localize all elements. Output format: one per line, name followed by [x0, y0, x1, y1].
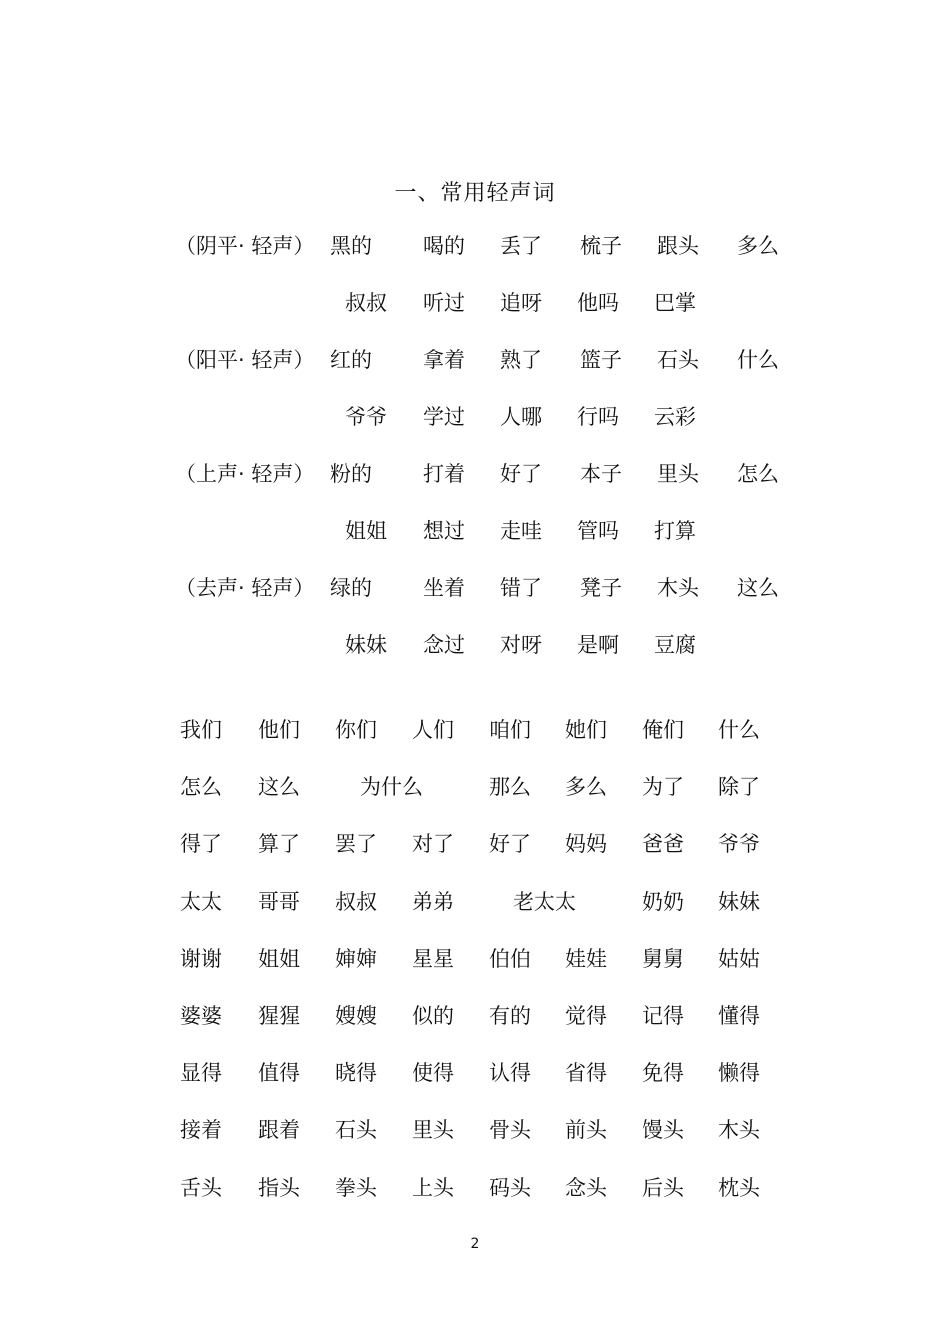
tone-word: 里头	[657, 462, 699, 486]
tone-group-label: （阴平· 轻声）	[175, 234, 315, 258]
neutral-tone-word: 妹妹	[718, 890, 760, 914]
tone-word: 追呀	[500, 291, 542, 315]
tone-word: 丢了	[500, 234, 542, 258]
tone-word: 行吗	[577, 405, 619, 429]
tone-word: 打着	[423, 462, 465, 486]
tone-word: 木头	[657, 576, 699, 600]
neutral-tone-word: 认得	[489, 1061, 531, 1085]
tone-word: 多么	[737, 234, 779, 258]
neutral-tone-word: 姑姑	[718, 947, 760, 971]
tone-word: 拿着	[423, 348, 465, 372]
neutral-tone-word: 娃娃	[565, 947, 607, 971]
neutral-tone-word: 里头	[412, 1118, 454, 1142]
tone-word: 篮子	[580, 348, 622, 372]
neutral-tone-word: 猩猩	[258, 1004, 300, 1028]
tone-word: 喝的	[423, 234, 465, 258]
neutral-tone-word: 前头	[565, 1118, 607, 1142]
neutral-tone-word: 木头	[718, 1118, 760, 1142]
neutral-tone-word: 那么	[489, 775, 531, 799]
tone-word: 石头	[657, 348, 699, 372]
tone-word: 黑的	[330, 234, 372, 258]
neutral-tone-word: 除了	[718, 775, 760, 799]
neutral-tone-word: 后头	[642, 1176, 684, 1200]
tone-word: 他吗	[577, 291, 619, 315]
neutral-tone-word: 为什么	[360, 775, 423, 799]
tone-word: 错了	[500, 576, 542, 600]
neutral-tone-word: 似的	[412, 1004, 454, 1028]
tone-word: 管吗	[577, 519, 619, 543]
tone-group-label: （去声· 轻声）	[175, 576, 315, 600]
neutral-tone-word: 我们	[180, 718, 222, 742]
neutral-tone-word: 骨头	[489, 1118, 531, 1142]
neutral-tone-word: 值得	[258, 1061, 300, 1085]
neutral-tone-word: 婆婆	[180, 1004, 222, 1028]
neutral-tone-word: 人们	[412, 718, 454, 742]
neutral-tone-word: 老太太	[513, 890, 576, 914]
tone-word: 姐姐	[345, 519, 387, 543]
tone-word: 凳子	[580, 576, 622, 600]
tone-word: 怎么	[737, 462, 779, 486]
tone-word: 学过	[423, 405, 465, 429]
tone-word: 走哇	[500, 519, 542, 543]
tone-group-label: （阳平· 轻声）	[175, 348, 315, 372]
neutral-tone-word: 接着	[180, 1118, 222, 1142]
tone-word: 粉的	[330, 462, 372, 486]
neutral-tone-word: 罢了	[335, 832, 377, 856]
neutral-tone-word: 记得	[642, 1004, 684, 1028]
neutral-tone-word: 伯伯	[489, 947, 531, 971]
neutral-tone-word: 好了	[489, 832, 531, 856]
neutral-tone-word: 懂得	[718, 1004, 760, 1028]
neutral-tone-word: 奶奶	[642, 890, 684, 914]
neutral-tone-word: 拳头	[335, 1176, 377, 1200]
tone-word: 本子	[580, 462, 622, 486]
tone-word: 什么	[737, 348, 779, 372]
neutral-tone-word: 他们	[258, 718, 300, 742]
neutral-tone-word: 爷爷	[718, 832, 760, 856]
tone-word: 熟了	[500, 348, 542, 372]
neutral-tone-word: 枕头	[718, 1176, 760, 1200]
tone-word: 对呀	[500, 633, 542, 657]
page-title: 一、常用轻声词	[394, 181, 556, 206]
tone-word: 云彩	[654, 405, 696, 429]
neutral-tone-word: 爸爸	[642, 832, 684, 856]
neutral-tone-word: 得了	[180, 832, 222, 856]
neutral-tone-word: 对了	[412, 832, 454, 856]
neutral-tone-word: 婶婶	[335, 947, 377, 971]
tone-word: 念过	[423, 633, 465, 657]
neutral-tone-word: 念头	[565, 1176, 607, 1200]
neutral-tone-word: 上头	[412, 1176, 454, 1200]
neutral-tone-word: 咱们	[489, 718, 531, 742]
tone-word: 想过	[423, 519, 465, 543]
neutral-tone-word: 舅舅	[642, 947, 684, 971]
tone-word: 人哪	[500, 405, 542, 429]
tone-word: 绿的	[330, 576, 372, 600]
tone-word: 红的	[330, 348, 372, 372]
neutral-tone-word: 觉得	[565, 1004, 607, 1028]
neutral-tone-word: 多么	[565, 775, 607, 799]
neutral-tone-word: 弟弟	[412, 890, 454, 914]
tone-word: 跟头	[657, 234, 699, 258]
tone-word: 妹妹	[345, 633, 387, 657]
page-number: 2	[470, 1236, 480, 1252]
neutral-tone-word: 什么	[718, 718, 760, 742]
tone-word: 巴掌	[654, 291, 696, 315]
neutral-tone-word: 馒头	[642, 1118, 684, 1142]
neutral-tone-word: 懒得	[718, 1061, 760, 1085]
tone-word: 坐着	[423, 576, 465, 600]
neutral-tone-word: 太太	[180, 890, 222, 914]
neutral-tone-word: 这么	[258, 775, 300, 799]
neutral-tone-word: 省得	[565, 1061, 607, 1085]
neutral-tone-word: 嫂嫂	[335, 1004, 377, 1028]
tone-word: 打算	[654, 519, 696, 543]
neutral-tone-word: 显得	[180, 1061, 222, 1085]
neutral-tone-word: 免得	[642, 1061, 684, 1085]
neutral-tone-word: 妈妈	[565, 832, 607, 856]
neutral-tone-word: 姐姐	[258, 947, 300, 971]
neutral-tone-word: 指头	[258, 1176, 300, 1200]
neutral-tone-word: 码头	[489, 1176, 531, 1200]
neutral-tone-word: 晓得	[335, 1061, 377, 1085]
neutral-tone-word: 叔叔	[335, 890, 377, 914]
neutral-tone-word: 有的	[489, 1004, 531, 1028]
tone-group-label: （上声· 轻声）	[175, 462, 315, 486]
tone-word: 梳子	[580, 234, 622, 258]
neutral-tone-word: 谢谢	[180, 947, 222, 971]
neutral-tone-word: 使得	[412, 1061, 454, 1085]
neutral-tone-word: 跟着	[258, 1118, 300, 1142]
neutral-tone-word: 石头	[335, 1118, 377, 1142]
tone-word: 叔叔	[345, 291, 387, 315]
neutral-tone-word: 算了	[258, 832, 300, 856]
tone-word: 听过	[423, 291, 465, 315]
neutral-tone-word: 俺们	[642, 718, 684, 742]
tone-word: 豆腐	[654, 633, 696, 657]
neutral-tone-word: 哥哥	[258, 890, 300, 914]
neutral-tone-word: 舌头	[180, 1176, 222, 1200]
neutral-tone-word: 你们	[335, 718, 377, 742]
tone-word: 爷爷	[345, 405, 387, 429]
neutral-tone-word: 为了	[642, 775, 684, 799]
tone-word: 好了	[500, 462, 542, 486]
neutral-tone-word: 怎么	[180, 775, 222, 799]
neutral-tone-word: 星星	[412, 947, 454, 971]
neutral-tone-word: 她们	[565, 718, 607, 742]
tone-word: 是啊	[577, 633, 619, 657]
tone-word: 这么	[737, 576, 779, 600]
